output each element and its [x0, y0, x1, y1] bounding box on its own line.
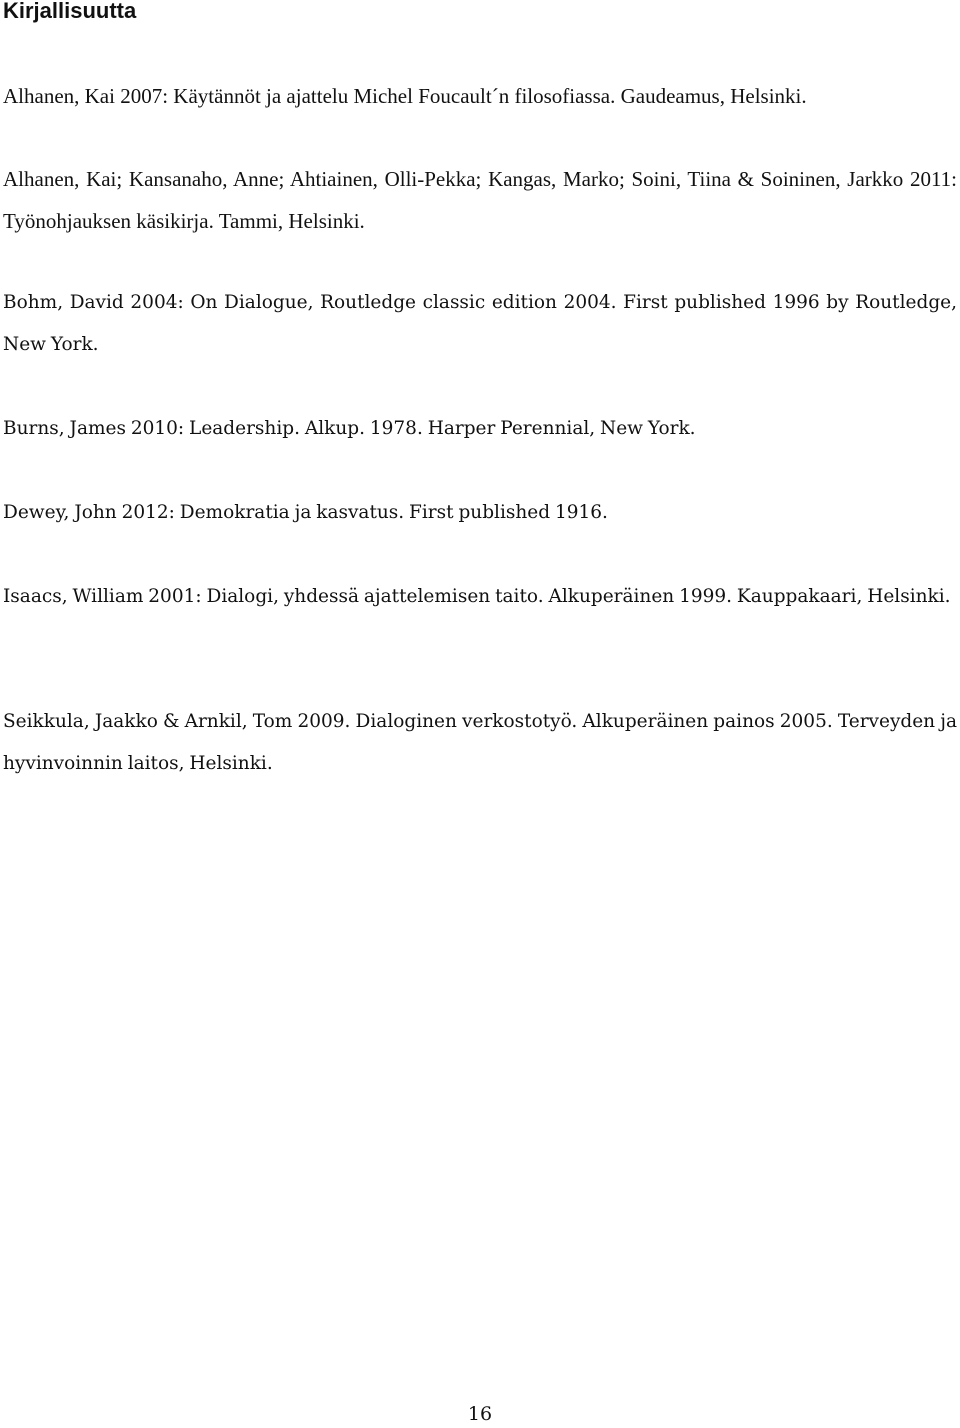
reference-bohm-2004: Bohm, David 2004: On Dialogue, Routledge classic edition 2004. First published 1996 by Routledge, New York.	[3, 292, 957, 355]
reference-burns-2010: Burns, James 2010: Leadership. Alkup. 1978. Harper Perennial, New York.	[3, 418, 696, 439]
reference-alhanen-2011: Alhanen, Kai; Kansanaho, Anne; Ahtiainen, Olli-Pekka; Kangas, Marko; Soini, Tiina & Soininen, Jarkko 2011: Työnohjauksen käsikirja. Tammi, Helsinki.	[3, 167, 957, 233]
reference-seikkula-2009: Seikkula, Jaakko & Arnkil, Tom 2009. Dialoginen verkostotyö. Alkuperäinen painos 2005. Terveyden ja hyvinvoinnin laitos, Helsinki.	[3, 711, 957, 774]
reference-alhanen-2007: Alhanen, Kai 2007: Käytännöt ja ajattelu Michel Foucault´n filosofiassa. Gaudeamus, Helsinki.	[3, 84, 807, 108]
reference-isaacs-2001: Isaacs, William 2001: Dialogi, yhdessä ajattelemisen taito. Alkuperäinen 1999. Kauppakaari, Helsinki.	[3, 586, 951, 607]
page-title: Kirjallisuutta	[3, 0, 137, 23]
reference-dewey-2012: Dewey, John 2012: Demokratia ja kasvatus. First published 1916.	[3, 502, 608, 523]
page-number: 16	[467, 1403, 493, 1425]
